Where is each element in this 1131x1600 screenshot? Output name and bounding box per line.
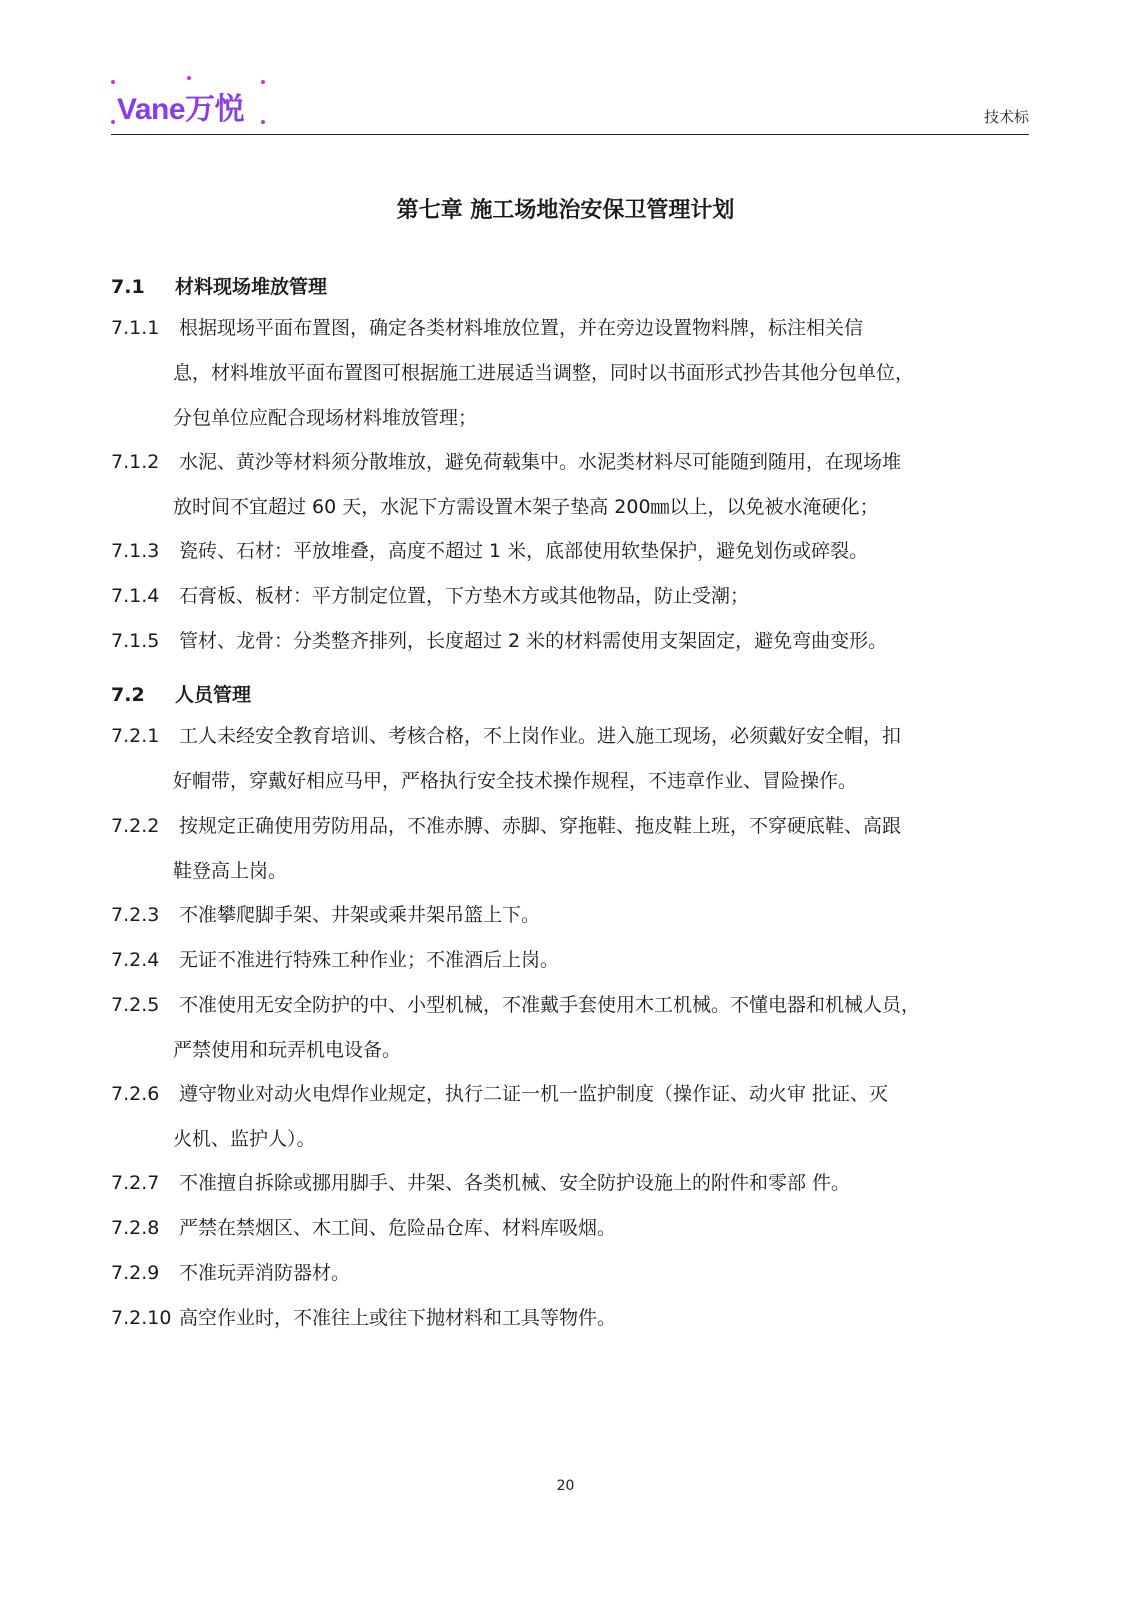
item-text-continued: 鞋登高上岗。: [173, 860, 288, 882]
list-item: [111, 529, 1029, 574]
item-number: 7.1.2: [111, 451, 160, 473]
item-number: 7.1.4: [111, 585, 160, 607]
logo-text: Vane万悦: [117, 93, 245, 126]
item-number: 7.1.5: [111, 630, 160, 652]
section-number: 7.2: [111, 684, 145, 706]
item-text: 不准使用无安全防护的中、小型机械，不准戴手套使用木工机械。不懂电器和机械人员，: [179, 994, 921, 1016]
list-item: [111, 1072, 1029, 1162]
section-heading: [111, 272, 327, 299]
list-item: [111, 306, 1029, 441]
list-item: [111, 1206, 1029, 1251]
item-text-continued: 放时间不宜超过 60 天，水泥下方需设置木架子垫高 200㎜以上，以免被水淹硬化；: [173, 496, 879, 518]
page-number: 20: [556, 1478, 575, 1494]
list-item: [111, 983, 1029, 1073]
item-text: 水泥、黄沙等材料须分散堆放，避免荷载集中。水泥类材料尽可能随到随用，在现场堆: [179, 451, 902, 473]
section-title: 人员管理: [175, 684, 252, 706]
item-number: 7.2.9: [111, 1262, 160, 1284]
chapter-title: 第七章 施工场地治安保卫管理计划: [396, 198, 735, 223]
item-text: 工人未经安全教育培训、考核合格，不上岗作业。进入施工现场，必须戴好安全帽，扣: [179, 725, 902, 747]
item-text: 不准攀爬脚手架、井架或乘井架吊篮上下。: [179, 904, 541, 926]
item-text: 瓷砖、石材：平放堆叠，高度不超过 1 米，底部使用软垫保护，避免划伤或碎裂。: [179, 540, 869, 562]
item-number: 7.1.3: [111, 540, 160, 562]
item-text-continued: 火机、监护人）。: [173, 1128, 316, 1150]
item-number: 7.2.3: [111, 904, 160, 926]
item-text: 不准玩弄消防器材。: [179, 1262, 351, 1284]
item-text: 遵守物业对动火电焊作业规定，执行二证一机一监护制度（操作证、动火审 批证、灭: [179, 1083, 889, 1105]
item-text-continued: 分包单位应配合现场材料堆放管理；: [173, 407, 478, 429]
section-number: 7.1: [111, 276, 145, 298]
list-item: [111, 1161, 1029, 1206]
item-number: 7.2.10: [111, 1307, 172, 1329]
item-text-continued: 严禁使用和玩弄机电设备。: [173, 1039, 402, 1061]
list-item: [111, 938, 1029, 983]
item-text: 高空作业时，不准往上或往下抛材料和工具等物件。: [179, 1307, 617, 1329]
item-text: 无证不准进行特殊工种作业；不准酒后上岗。: [179, 949, 560, 971]
item-number: 7.2.2: [111, 815, 160, 837]
list-item: [111, 440, 1029, 530]
section-heading: [111, 680, 251, 707]
item-number: 7.2.8: [111, 1217, 160, 1239]
vane-logo: [111, 76, 271, 126]
list-item: [111, 619, 1029, 664]
item-text-continued: 息，材料堆放平面布置图可根据施工进展适当调整，同时以书面形式抄告其他分包单位，: [173, 362, 915, 384]
item-text: 严禁在禁烟区、木工间、危险品仓库、材料库吸烟。: [179, 1217, 617, 1239]
list-item: [111, 1251, 1029, 1296]
item-number: 7.1.1: [111, 317, 160, 339]
item-number: 7.2.1: [111, 725, 160, 747]
list-item: [111, 714, 1029, 804]
list-item: [111, 574, 1029, 619]
item-text: 根据现场平面布置图，确定各类材料堆放位置，并在旁边设置物料牌，标注相关信: [179, 317, 864, 339]
list-item: [111, 1296, 1029, 1341]
header-label: 技术标: [983, 108, 1029, 126]
page-header: [111, 76, 1029, 135]
item-number: 7.2.6: [111, 1083, 160, 1105]
item-text: 石膏板、板材：平方制定位置，下方垫木方或其他物品，防止受潮；: [179, 585, 750, 607]
item-text: 不准擅自拆除或挪用脚手、井架、各类机械、安全防护设施上的附件和零部 件。: [179, 1172, 851, 1194]
item-number: 7.2.4: [111, 949, 160, 971]
item-number: 7.2.5: [111, 994, 160, 1016]
item-text: 管材、龙骨：分类整齐排列，长度超过 2 米的材料需使用支架固定，避免弯曲变形。: [179, 630, 888, 652]
list-item: [111, 893, 1029, 938]
section-title: 材料现场堆放管理: [175, 276, 328, 298]
item-number: 7.2.7: [111, 1172, 160, 1194]
list-item: [111, 804, 1029, 894]
item-text-continued: 好帽带，穿戴好相应马甲，严格执行安全技术操作规程，不违章作业、冒险操作。: [173, 770, 858, 792]
item-text: 按规定正确使用劳防用品，不准赤膊、赤脚、穿拖鞋、拖皮鞋上班，不穿硬底鞋、高跟: [179, 815, 902, 837]
